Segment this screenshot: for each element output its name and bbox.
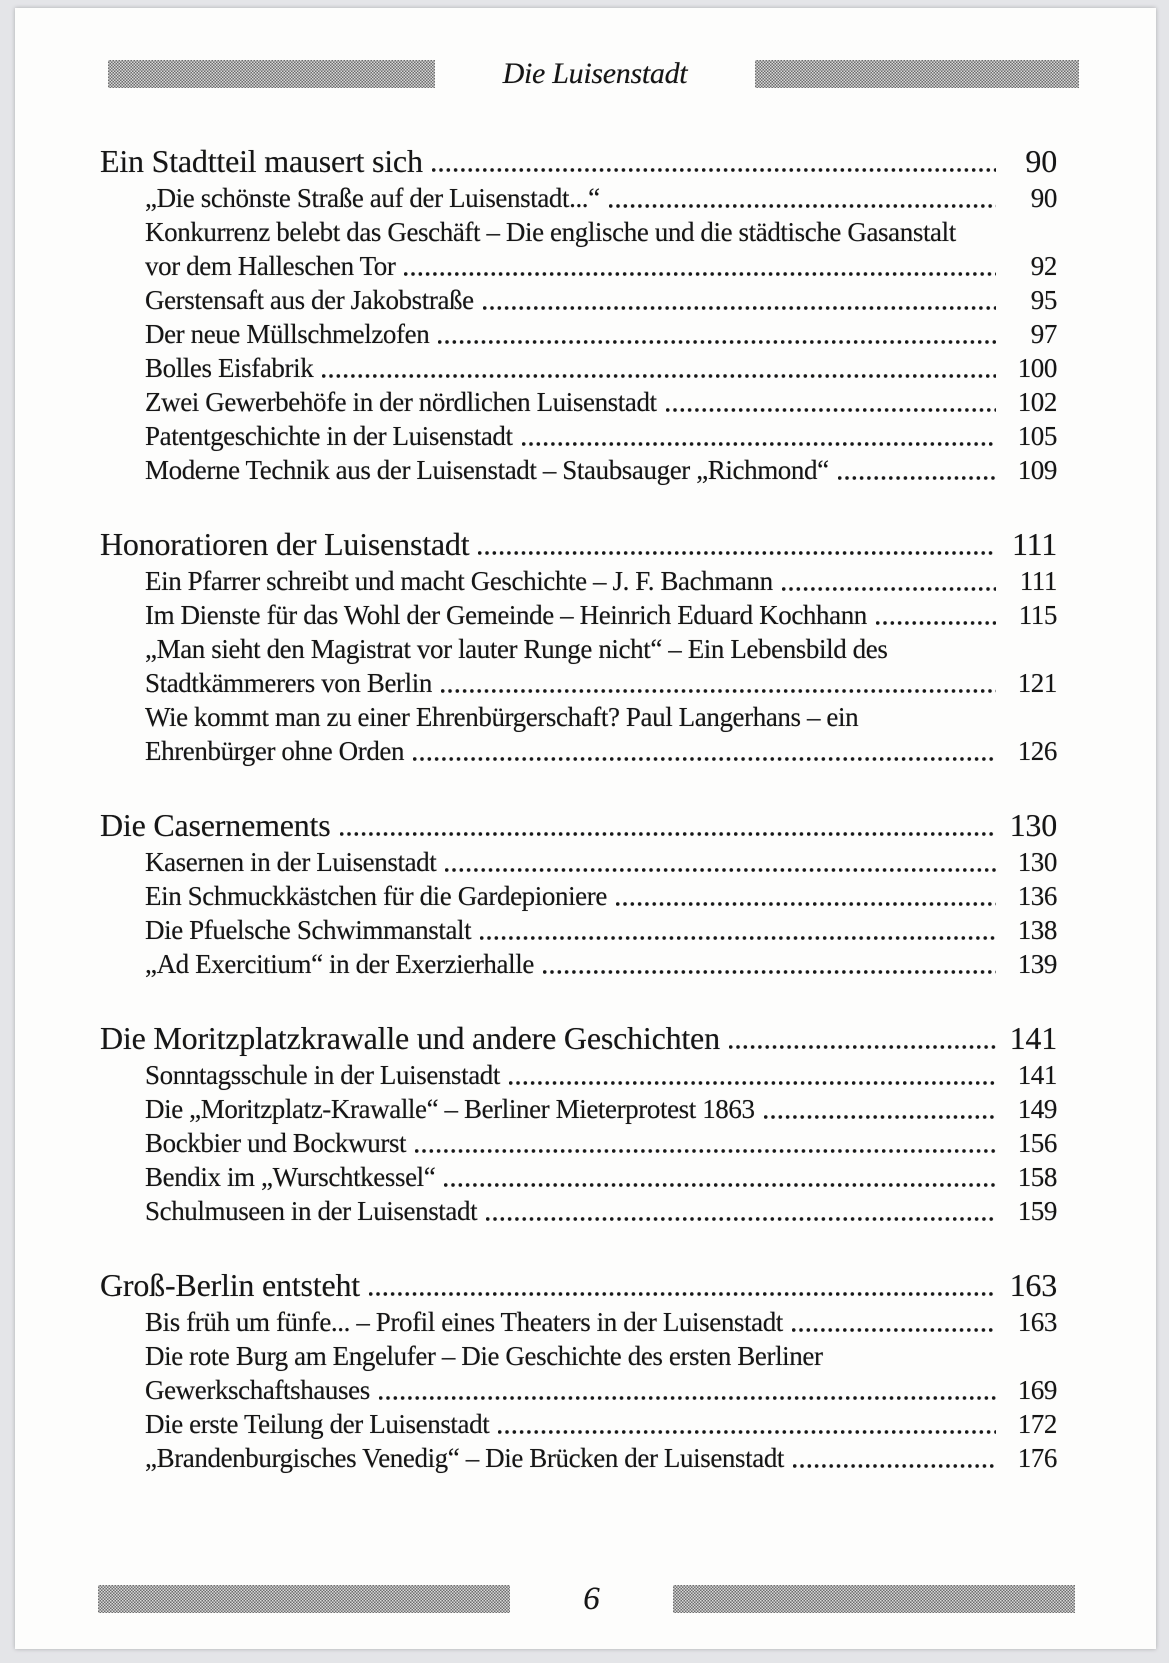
dot-leader [444, 1180, 996, 1190]
dot-leader [415, 1146, 996, 1156]
dot-leader [764, 1112, 996, 1122]
toc-entry-last-line [145, 1160, 1057, 1194]
dot-leader [483, 303, 996, 313]
toc-entry [100, 351, 1057, 385]
section-heading [100, 1018, 1057, 1058]
section-title: Ein Stadtteil mausert sich [100, 143, 423, 179]
entry-page-number: 121 [1017, 668, 1057, 698]
dot-leader [480, 933, 996, 943]
section-page-number: 130 [1009, 807, 1057, 843]
toc-entry-text: Ehrenbürger ohne Orden [145, 736, 405, 766]
section-page-number: 163 [1009, 1267, 1057, 1303]
footer-page-number: 6 [583, 1581, 600, 1617]
toc-entry-last-line [145, 845, 1057, 879]
section-heading [100, 1265, 1057, 1305]
entry-page-number: 138 [1017, 915, 1057, 945]
toc-entry-last-line [145, 419, 1057, 453]
dot-leader [478, 548, 996, 558]
section-heading [100, 805, 1057, 845]
toc-entry-text: Patentgeschichte in der Luisenstadt [145, 421, 513, 451]
dot-leader [729, 1042, 996, 1052]
toc-section [100, 1265, 1057, 1475]
entry-page-number: 158 [1017, 1162, 1057, 1192]
toc-entry-last-line [145, 385, 1057, 419]
section-title: Die Moritzplatzkrawalle und andere Geschichten [100, 1020, 720, 1056]
entry-page-number: 115 [1018, 600, 1057, 630]
toc-entry-last-line [145, 453, 1057, 487]
running-head-title: Die Luisenstadt [502, 57, 688, 90]
toc-entry-last-line [145, 666, 1057, 700]
entry-page-number: 169 [1017, 1375, 1057, 1405]
entry-page-number: 126 [1017, 736, 1057, 766]
toc-entry-text: „Ad Exercitium“ in der Exerzierhalle [145, 949, 534, 979]
toc-entry-last-line [145, 351, 1057, 385]
toc-entry-line: Wie kommt man zu einer Ehrenbürgerschaft? Paul Langerhans – ein [145, 702, 859, 732]
entry-page-number: 95 [1030, 285, 1057, 315]
toc-entry-text: Moderne Technik aus der Luisenstadt – Staubsauger „Richmond“ [145, 455, 829, 485]
toc-entry-text: Der neue Müllschmelzofen [145, 319, 430, 349]
entry-page-number: 176 [1017, 1443, 1057, 1473]
dot-leader [666, 405, 996, 415]
dot-leader [438, 337, 996, 347]
toc-entry-last-line [145, 283, 1057, 317]
toc-entry-line: Die rote Burg am Engelufer – Die Geschichte des ersten Berliner [145, 1341, 823, 1371]
toc-entry-last-line [145, 1126, 1057, 1160]
toc-entry-last-line [145, 181, 1057, 215]
dot-leader [522, 439, 996, 449]
toc-entry [100, 453, 1057, 487]
dot-leader [486, 1214, 996, 1224]
toc-entry-line: „Man sieht den Magistrat vor lauter Runge nicht“ – Ein Lebensbild des [145, 634, 888, 664]
toc-entry [100, 700, 1057, 768]
toc-entry-text: Die erste Teilung der Luisenstadt [145, 1409, 490, 1439]
footer-ornament-bar-right [673, 1585, 1075, 1613]
entry-page-number: 159 [1017, 1196, 1057, 1226]
toc-entry [100, 598, 1057, 632]
toc-entry [100, 632, 1057, 700]
toc-entry-text: Die „Moritzplatz-Krawalle“ – Berliner Mieterprotest 1863 [145, 1094, 755, 1124]
toc-entry-text: Bis früh um fünfe... – Profil eines Theaters in der Luisenstadt [145, 1307, 783, 1337]
toc-entry-text: Kasernen in der Luisenstadt [145, 847, 437, 877]
toc-entry-last-line [145, 947, 1057, 981]
toc-entry-text: Ein Schmuckkästchen für die Gardepioniere [145, 881, 607, 911]
toc-entry-last-line [145, 1373, 1057, 1407]
toc-entry [100, 317, 1057, 351]
toc-entry-last-line [145, 1194, 1057, 1228]
dot-leader [792, 1325, 996, 1335]
section-page-number: 111 [1011, 526, 1057, 562]
dot-leader [543, 967, 996, 977]
entry-page-number: 102 [1017, 387, 1057, 417]
section-heading [100, 141, 1057, 181]
toc-entry [100, 1407, 1057, 1441]
toc-section [100, 524, 1057, 768]
toc-entry-last-line [145, 598, 1057, 632]
entry-page-number: 163 [1017, 1307, 1057, 1337]
footer-ornament-bar-left [98, 1585, 510, 1613]
toc-entry [100, 419, 1057, 453]
toc-entry-text: Schulmuseen in der Luisenstadt [145, 1196, 478, 1226]
toc-entry-last-line [145, 564, 1057, 598]
entry-page-number: 97 [1030, 319, 1057, 349]
toc-section [100, 1018, 1057, 1228]
toc-entry [100, 913, 1057, 947]
toc-entry-text: Sonntagsschule in der Luisenstadt [145, 1060, 500, 1090]
dot-leader [609, 201, 996, 211]
dot-leader [445, 865, 996, 875]
toc-entry [100, 385, 1057, 419]
toc-entry-text: Die Pfuelsche Schwimmanstalt [145, 915, 472, 945]
toc-entry [100, 1092, 1057, 1126]
dot-leader [379, 1393, 996, 1403]
toc-entry [100, 947, 1057, 981]
toc-entry-last-line [145, 1058, 1057, 1092]
entry-page-number: 100 [1017, 353, 1057, 383]
section-title: Honoratioren der Luisenstadt [100, 526, 470, 562]
toc-entry-text: „Die schönste Straße auf der Luisenstadt...“ [145, 183, 600, 213]
section-title: Die Casernements [100, 807, 331, 843]
toc-section [100, 141, 1057, 487]
toc-entry [100, 1305, 1057, 1339]
toc-section [100, 805, 1057, 981]
toc-entry-text: Bolles Eisfabrik [145, 353, 314, 383]
toc-entry-text: Gewerkschaftshauses [145, 1375, 370, 1405]
dot-leader [509, 1078, 996, 1088]
dot-leader [369, 1289, 996, 1299]
toc-entry [100, 181, 1057, 215]
dot-leader [793, 1461, 996, 1471]
header-ornament-bar-right [755, 60, 1079, 88]
toc-entry-last-line [145, 1092, 1057, 1126]
toc-entry-text: Zwei Gewerbehöfe in der nördlichen Luisenstadt [145, 387, 657, 417]
toc-entry [100, 1194, 1057, 1228]
entry-page-number: 139 [1017, 949, 1057, 979]
section-page-number: 90 [1025, 143, 1057, 179]
toc-entry [100, 1160, 1057, 1194]
section-page-number: 141 [1009, 1020, 1057, 1056]
toc-entry-text: Bockbier und Bockwurst [145, 1128, 407, 1158]
toc-entry-last-line [145, 1407, 1057, 1441]
entry-page-number: 149 [1017, 1094, 1057, 1124]
dot-leader [838, 473, 996, 483]
dot-leader [404, 269, 996, 279]
toc-entry-last-line [145, 734, 1057, 768]
toc-entry [100, 1339, 1057, 1407]
entry-page-number: 156 [1017, 1128, 1057, 1158]
toc-entry-line: Konkurrenz belebt das Geschäft – Die englische und die städtische Gasanstalt [145, 217, 956, 247]
toc-entry-last-line [145, 1441, 1057, 1475]
entry-page-number: 90 [1030, 183, 1057, 213]
toc-entry-text: vor dem Halleschen Tor [145, 251, 396, 281]
toc-entry [100, 845, 1057, 879]
section-title: Groß-Berlin entsteht [100, 1267, 360, 1303]
header-ornament-bar-left [108, 60, 435, 88]
toc-entry-text: Bendix im „Wurschtkessel“ [145, 1162, 436, 1192]
table-of-contents [100, 141, 1057, 1475]
toc-entry [100, 215, 1057, 283]
dot-leader [322, 371, 996, 381]
dot-leader [782, 584, 996, 594]
toc-entry [100, 879, 1057, 913]
section-heading [100, 524, 1057, 564]
entry-page-number: 109 [1017, 455, 1057, 485]
dot-leader [340, 829, 996, 839]
dot-leader [616, 899, 996, 909]
entry-page-number: 105 [1017, 421, 1057, 451]
toc-entry-text: Im Dienste für das Wohl der Gemeinde – Heinrich Eduard Kochhann [145, 600, 867, 630]
toc-entry-text: Ein Pfarrer schreibt und macht Geschichte – J. F. Bachmann [145, 566, 773, 596]
toc-entry-text: „Brandenburgisches Venedig“ – Die Brücken der Luisenstadt [145, 1443, 785, 1473]
dot-leader [413, 754, 996, 764]
entry-page-number: 111 [1019, 566, 1057, 596]
toc-entry-last-line [145, 913, 1057, 947]
toc-entry-last-line [145, 317, 1057, 351]
toc-entry-text: Gerstensaft aus der Jakobstraße [145, 285, 474, 315]
toc-entry-last-line [145, 879, 1057, 913]
toc-entry [100, 1126, 1057, 1160]
toc-entry-last-line [145, 1305, 1057, 1339]
dot-leader [441, 686, 996, 696]
entry-page-number: 141 [1017, 1060, 1057, 1090]
book-page [15, 8, 1156, 1649]
entry-page-number: 130 [1017, 847, 1057, 877]
toc-entry [100, 1441, 1057, 1475]
dot-leader [432, 165, 996, 175]
toc-entry-text: Stadtkämmerers von Berlin [145, 668, 432, 698]
dot-leader [498, 1427, 996, 1437]
entry-page-number: 92 [1030, 251, 1057, 281]
dot-leader [876, 618, 996, 628]
toc-entry [100, 564, 1057, 598]
toc-entry [100, 283, 1057, 317]
entry-page-number: 172 [1017, 1409, 1057, 1439]
toc-entry-last-line [145, 249, 1057, 283]
entry-page-number: 136 [1017, 881, 1057, 911]
toc-entry [100, 1058, 1057, 1092]
